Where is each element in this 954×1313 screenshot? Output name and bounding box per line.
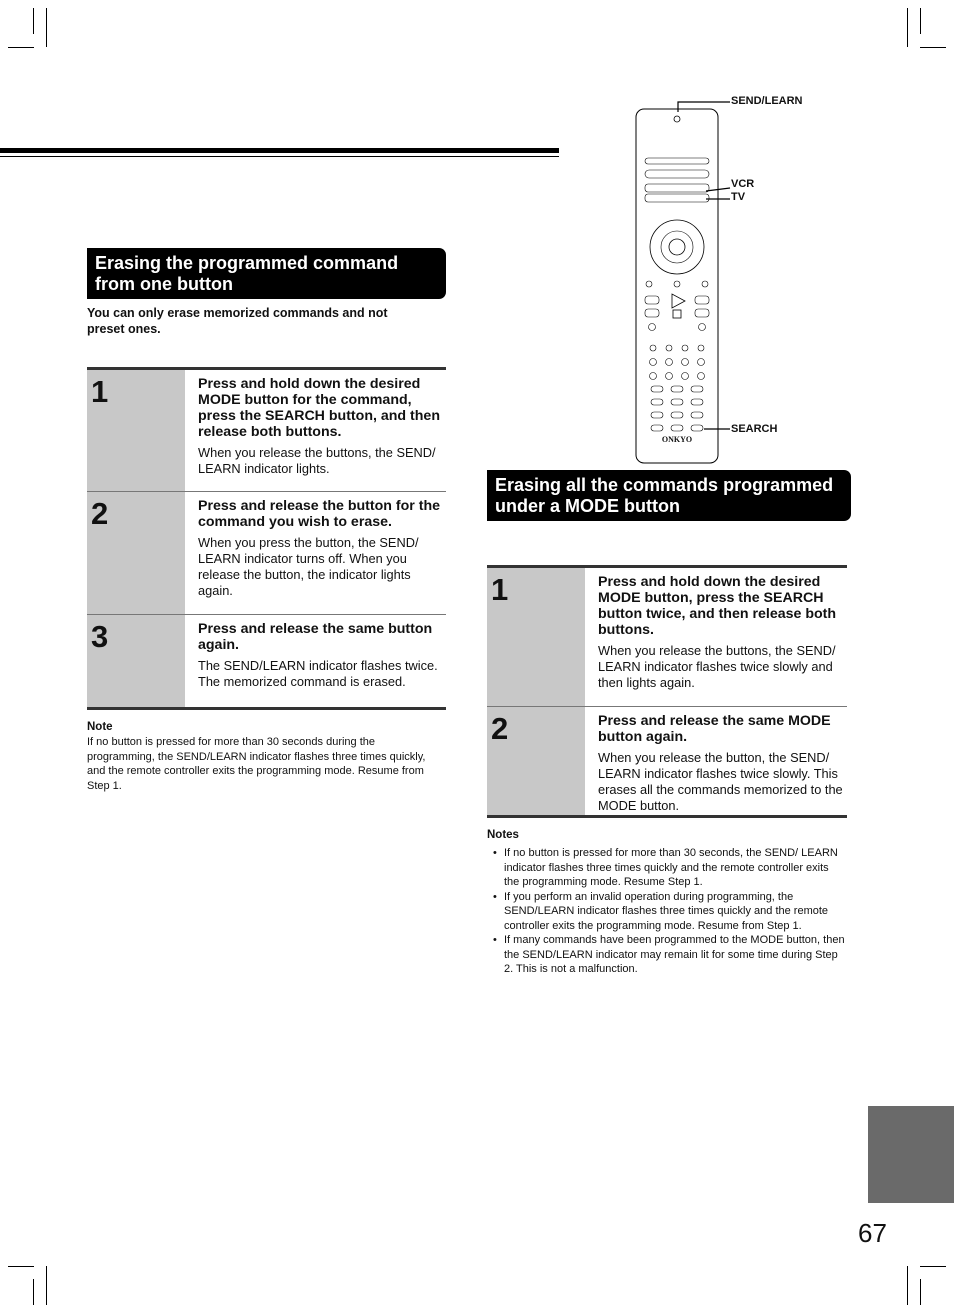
step-description: When you release the buttons, the SEND/ LEARN indicator flashes twice slowly and then lights again.: [598, 643, 836, 690]
step-number: 1: [487, 568, 585, 706]
step-heading: Press and release the button for the command you wish to erase.: [198, 498, 441, 530]
step-description: When you release the button, the SEND/ LEARN indicator flashes twice slowly. This erases all the commands memorized to the MODE button.: [598, 750, 843, 813]
note-item: • If many commands have been programmed to the MODE button, then the SEND/LEARN indicator may remain lit for some time during Step 2. This is not a malfunction.: [488, 933, 846, 977]
intro-text: You can only erase memorized commands and not preset ones.: [87, 306, 388, 336]
callout-send-learn: SEND/LEARN: [731, 95, 803, 107]
crop-mark: [907, 1266, 908, 1305]
crop-mark: [920, 8, 921, 34]
callout-tv: TV: [731, 191, 746, 203]
crop-mark: [8, 1266, 34, 1267]
crop-mark: [8, 47, 34, 48]
note-item: • If no button is pressed for more than 30 seconds, the SEND/ LEARN indicator flashes three times quickly and the remote controller exits the programming mode. Resume Step 1.: [488, 846, 846, 890]
crop-mark: [46, 8, 47, 47]
note-title: Note: [87, 721, 113, 733]
notes-title: Notes: [487, 829, 519, 841]
step-number: 2: [87, 492, 185, 614]
step-heading: Press and release the same MODE button again.: [598, 713, 831, 745]
crop-mark: [33, 1279, 34, 1305]
notes-list: [488, 846, 846, 977]
crop-mark: [907, 8, 908, 47]
callout-lines: [670, 96, 740, 436]
step-1: [87, 370, 446, 491]
crop-mark: [920, 47, 946, 48]
note-text: If no button is pressed for more than 30 seconds during the programming, the SEND/LEARN indicator flashes three times quickly, and the remote controller exits the programming mode. Resume from Step 1.: [87, 736, 426, 792]
step-3: [87, 614, 446, 707]
step-body: [185, 370, 446, 491]
callout-vcr: VCR: [731, 178, 755, 190]
crop-mark: [920, 1279, 921, 1305]
step-heading: Press and hold down the desired MODE button, press the SEARCH button twice, and then release both buttons.: [598, 574, 837, 638]
step-description: When you press the button, the SEND/ LEARN indicator turns off. When you release the button, the indicator lights again.: [198, 535, 419, 598]
header-rule: [0, 148, 559, 153]
step-number: 1: [87, 370, 185, 491]
step-heading: Press and release the same button again.: [198, 621, 433, 653]
step-number: 2: [487, 707, 585, 815]
step-heading: Press and hold down the desired MODE button for the command, press the SEARCH button, and then release both buttons.: [198, 376, 440, 440]
chapter-tab: [868, 1106, 954, 1203]
step-body: [585, 568, 847, 706]
page-number: 67: [858, 1218, 887, 1248]
callout-search: SEARCH: [731, 423, 778, 435]
step-1: [487, 568, 847, 706]
crop-mark: [33, 8, 34, 34]
step-body: [585, 707, 847, 815]
header-rule-thin: [0, 156, 559, 157]
step-description: The SEND/LEARN indicator flashes twice. The memorized command is erased.: [198, 658, 438, 689]
step-2: [87, 491, 446, 614]
crop-mark: [46, 1266, 47, 1305]
section-title-erase-one: Erasing the programmed command from one button: [87, 248, 446, 299]
steps-erase-all: [487, 565, 847, 818]
step-description: When you release the buttons, the SEND/ LEARN indicator lights.: [198, 445, 436, 476]
crop-mark: [920, 1266, 946, 1267]
remote-brand: ONKYO: [661, 435, 693, 444]
section-title-erase-all: Erasing all the commands programmed under a MODE button: [487, 470, 851, 521]
note-item: • If you perform an invalid operation during programming, the SEND/LEARN indicator flashes three times quickly and the remote controller exits the programming mode. Resume from Step 1.: [488, 890, 846, 934]
step-number: 3: [87, 615, 185, 707]
steps-erase-one: [87, 367, 446, 710]
step-body: [185, 615, 446, 707]
step-body: [185, 492, 446, 614]
step-2: [487, 706, 847, 815]
